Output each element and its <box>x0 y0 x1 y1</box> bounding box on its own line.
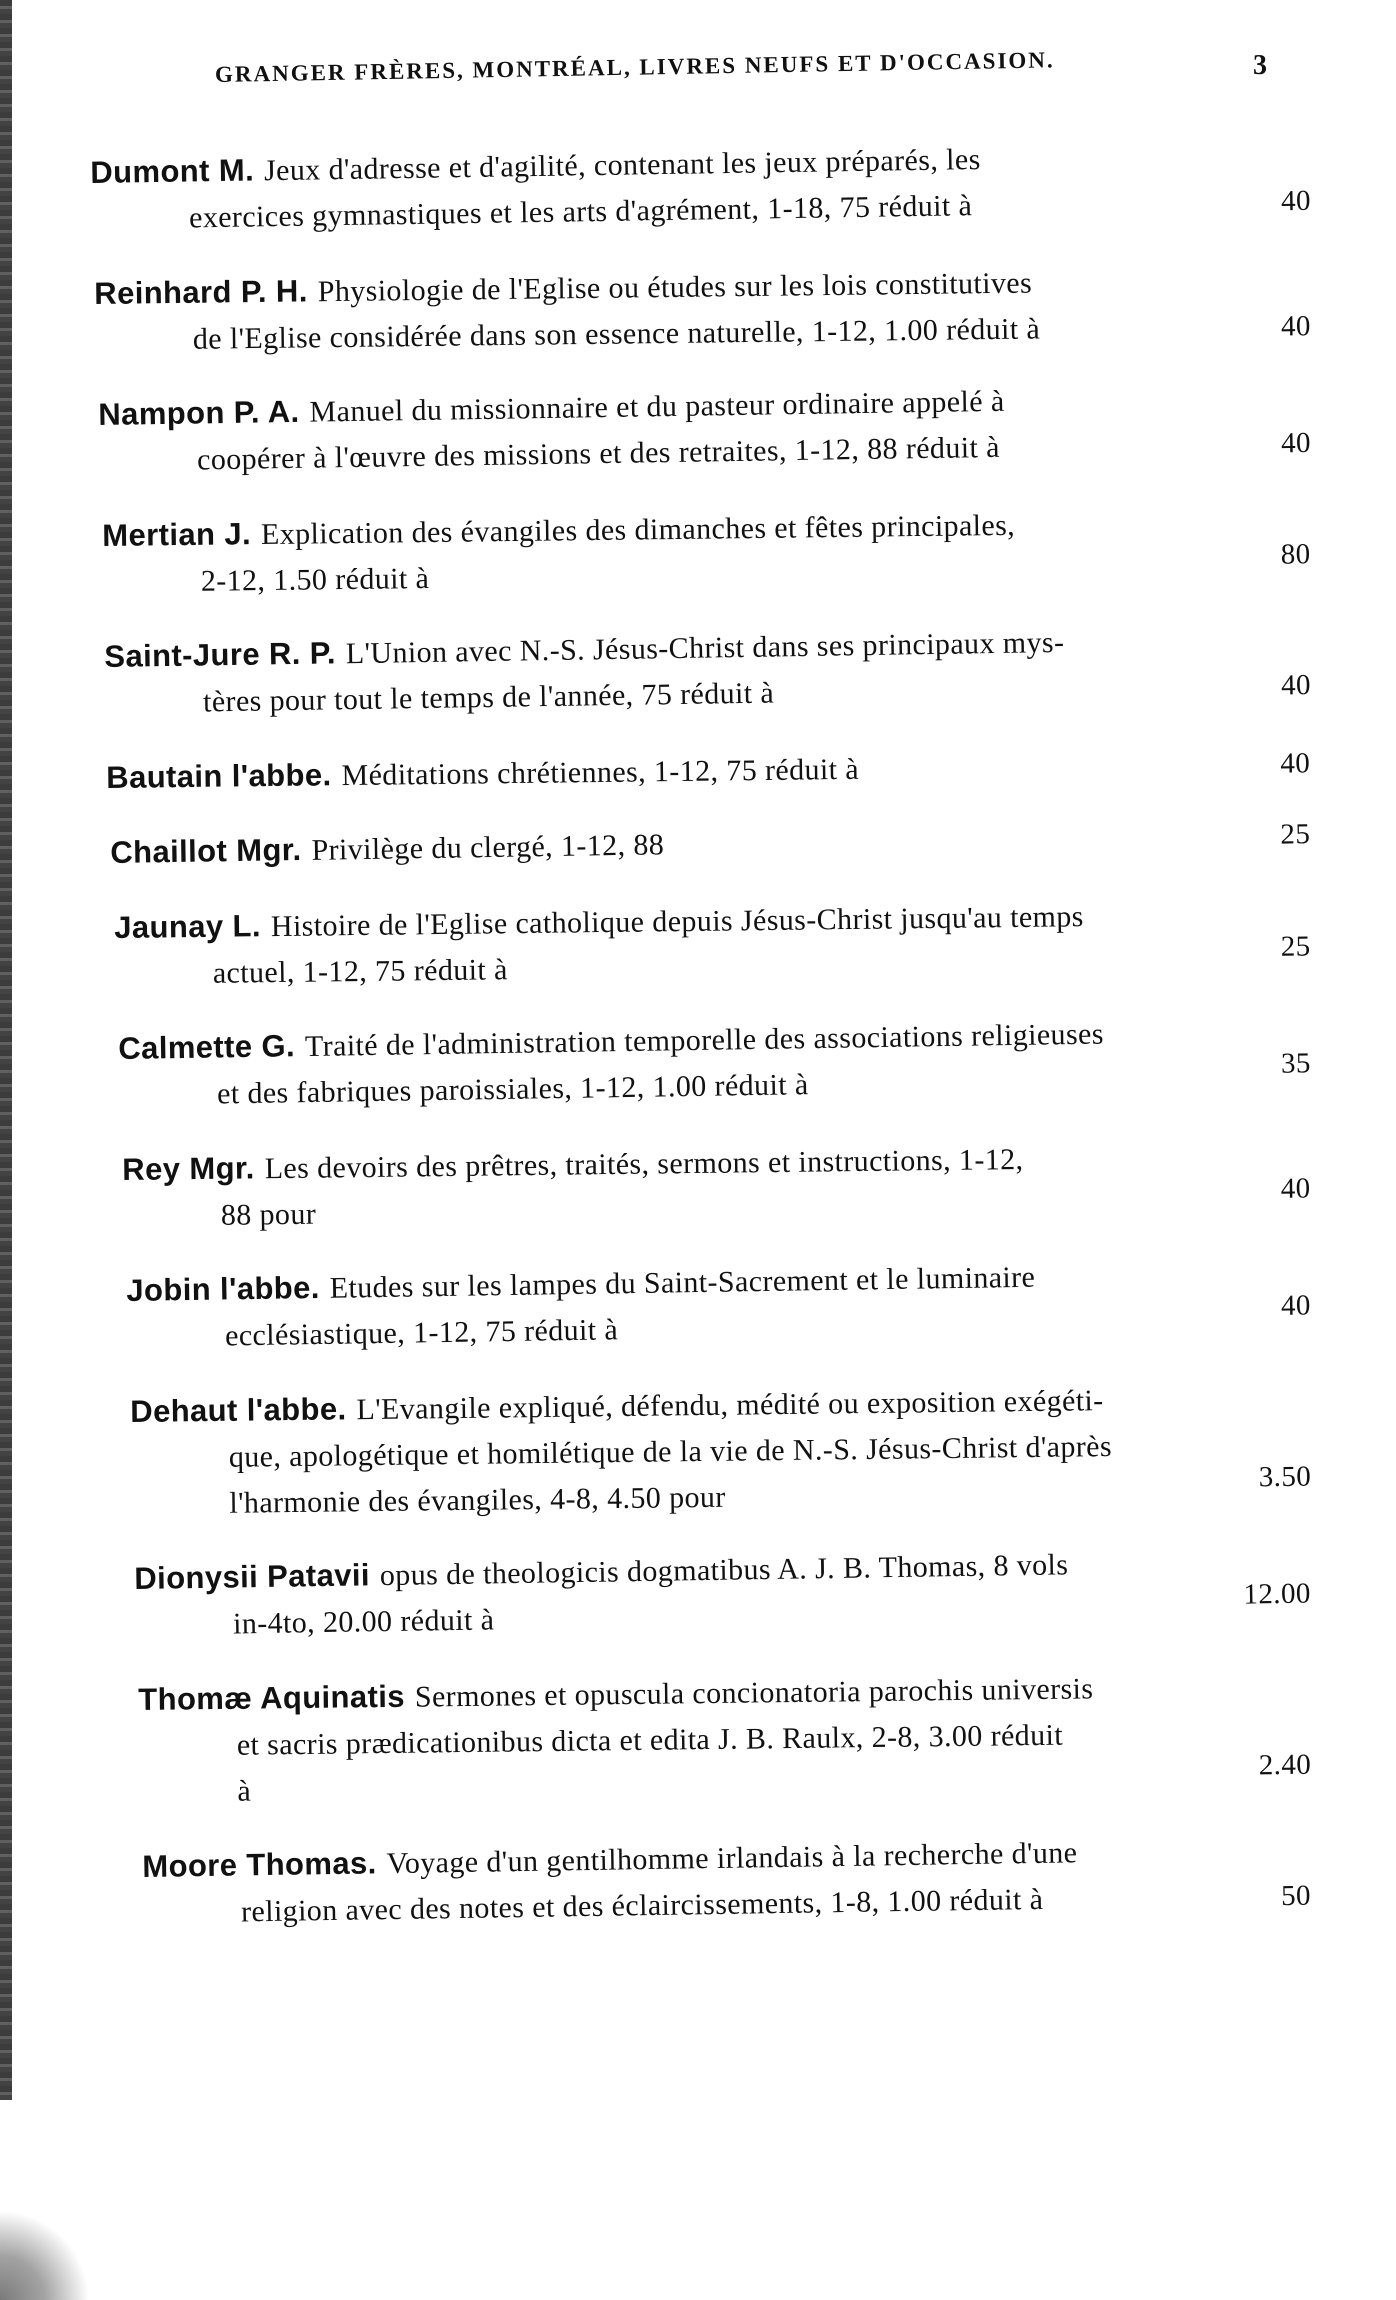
entry-title-text: Jeux d'adresse et d'agilité, contenant les jeux préparés, les <box>263 143 981 188</box>
entry-title-text: Physiologie de l'Eglise ou études sur les lois constitutives <box>317 266 1033 309</box>
entry-author: Dehaut l'abbe. <box>130 1391 347 1429</box>
catalogue-entry <box>122 1132 1341 1240</box>
entry-title-text: coopérer à l'œuvre des missions et des retraites, 1-12, 88 réduit à <box>196 430 1001 477</box>
catalogue-entry <box>118 1007 1341 1119</box>
entry-price: 12.00 <box>1243 1577 1311 1611</box>
entry-price: 40 <box>1280 426 1312 460</box>
catalogue-entry <box>110 811 1341 877</box>
page-number: 3 <box>1253 50 1267 81</box>
catalogue-entry <box>130 1374 1342 1528</box>
entry-title-text: Explication des évangiles des dimanches et fêtes principales, <box>260 508 1016 552</box>
entry-author: Moore Thomas. <box>142 1845 377 1884</box>
catalogue-entry <box>126 1249 1341 1361</box>
entry-author: Dionysii Patavii <box>134 1557 371 1596</box>
entry-price: 40 <box>1280 669 1312 702</box>
entry-title-text: in-4to, 20.00 réduit à <box>232 1603 495 1641</box>
entry-first-line <box>110 811 1311 877</box>
catalogue-entry <box>94 256 1341 364</box>
catalogue-entry <box>98 372 1341 484</box>
entry-title-text: L'Evangile expliqué, défendu, médité ou exposition exégéti- <box>356 1384 1104 1427</box>
entry-price: 40 <box>1280 747 1311 780</box>
entry-title-text: tères pour tout le temps de l'année, 75 réduit à <box>202 676 775 719</box>
catalogue-entry <box>106 740 1340 802</box>
entry-author: Thomæ Aquinatis <box>138 1678 406 1717</box>
catalogue-entry <box>102 498 1341 606</box>
catalogue-entry <box>142 1825 1341 1937</box>
entry-title-text: et sacris prædicationibus dicta et edita J. B. Raulx, 2-8, 3.00 réduit <box>236 1718 1064 1762</box>
entry-title-text: à <box>237 1774 252 1808</box>
catalogue-entry <box>104 615 1341 727</box>
entry-title-text: Sermones et opuscula concionatoria parochis universis <box>414 1672 1094 1714</box>
entry-title-text: L'Union avec N.-S. Jésus-Christ dans ses principaux mys- <box>345 625 1065 671</box>
entry-title-text: Voyage d'un gentilhomme irlandais à la recherche d'une <box>386 1836 1078 1881</box>
entry-price: 80 <box>1280 538 1311 571</box>
catalogue-entry <box>114 890 1341 998</box>
entry-title-text: actuel, 1-12, 75 réduit à <box>212 953 508 990</box>
entry-title-text: opus de theologicis dogmatibus A. J. B. Thomas, 8 vols <box>379 1548 1069 1593</box>
entry-price: 40 <box>1280 1172 1311 1205</box>
entry-author: Reinhard P. H. <box>94 273 308 311</box>
entry-title-text: ecclésiastique, 1-12, 75 réduit à <box>224 1313 619 1353</box>
entry-author: Dumont M. <box>90 152 255 190</box>
entry-title-text: que, apologétique et homilétique de la vie de N.-S. Jésus-Christ d'après <box>228 1430 1113 1474</box>
scan-edge-shadow <box>0 0 12 2100</box>
entry-price: 2.40 <box>1258 1748 1312 1782</box>
entry-title-text: 88 pour <box>220 1197 317 1232</box>
page-header: GRANGER FRÈRES, MONTRÉAL, LIVRES NEUFS ET D'OCCASION. <box>214 47 1055 87</box>
catalogue-entry <box>134 1537 1341 1649</box>
entry-price: 25 <box>1280 930 1311 963</box>
entry-title-text: Traité de l'administration temporelle des associations religieuses <box>304 1017 1105 1064</box>
catalogue-entry <box>90 130 1341 243</box>
entry-price: 50 <box>1280 1879 1312 1913</box>
entry-title-text: exercices gymnastiques et les arts d'agrément, 1-18, 75 réduit à <box>188 189 973 235</box>
entry-title-text: Histoire de l'Eglise catholique depuis Jésus-Christ jusqu'au temps <box>270 900 1084 944</box>
entry-price: 25 <box>1280 818 1311 851</box>
entry-price: 3.50 <box>1258 1460 1312 1494</box>
entry-title-text: religion avec des notes et des éclaircissements, 1-8, 1.00 réduit à <box>240 1882 1044 1929</box>
entry-price: 40 <box>1280 1289 1311 1322</box>
entry-author: Rey Mgr. <box>122 1150 255 1187</box>
entry-first-line <box>106 740 1310 802</box>
catalogue-entry <box>138 1662 1342 1816</box>
entry-title-text: Privilège du clergé, 1-12, 88 <box>311 828 665 867</box>
entry-author: Calmette G. <box>118 1028 296 1066</box>
entry-title-text: Les devoirs des prêtres, traités, sermons et instructions, 1-12, <box>264 1142 1024 1186</box>
entry-price: 40 <box>1280 310 1311 343</box>
entry-title-text: de l'Eglise considérée dans son essence naturelle, 1-12, 1.00 réduit à <box>192 312 1041 356</box>
entry-title-text: l'harmonie des évangiles, 4-8, 4.50 pour <box>229 1480 726 1520</box>
entry-title-text: Manuel du missionnaire et du pasteur ordinaire appelé à <box>309 384 1005 429</box>
entry-price: 40 <box>1280 184 1312 218</box>
entry-author: Nampon P. A. <box>98 393 300 432</box>
entry-author: Jobin l'abbe. <box>126 1269 321 1308</box>
entry-author: Bautain l'abbe. <box>106 757 332 795</box>
scan-corner-shadow <box>0 2210 90 2300</box>
entry-author: Jaunay L. <box>114 908 262 945</box>
entry-author: Saint-Jure R. P. <box>104 635 337 674</box>
entry-title-text: 2-12, 1.50 réduit à <box>200 562 430 598</box>
entry-title-text: Etudes sur les lampes du Saint-Sacrement et le luminaire <box>329 1260 1036 1305</box>
entry-author: Mertian J. <box>102 516 252 553</box>
entry-title-text: et des fabriques paroissiales, 1-12, 1.00 réduit à <box>216 1068 809 1111</box>
entry-price: 35 <box>1280 1047 1311 1080</box>
entry-title-text: Méditations chrétiennes, 1-12, 75 réduit à <box>341 752 860 793</box>
catalogue-entries <box>90 143 1340 1965</box>
entry-author: Chaillot Mgr. <box>110 831 302 870</box>
